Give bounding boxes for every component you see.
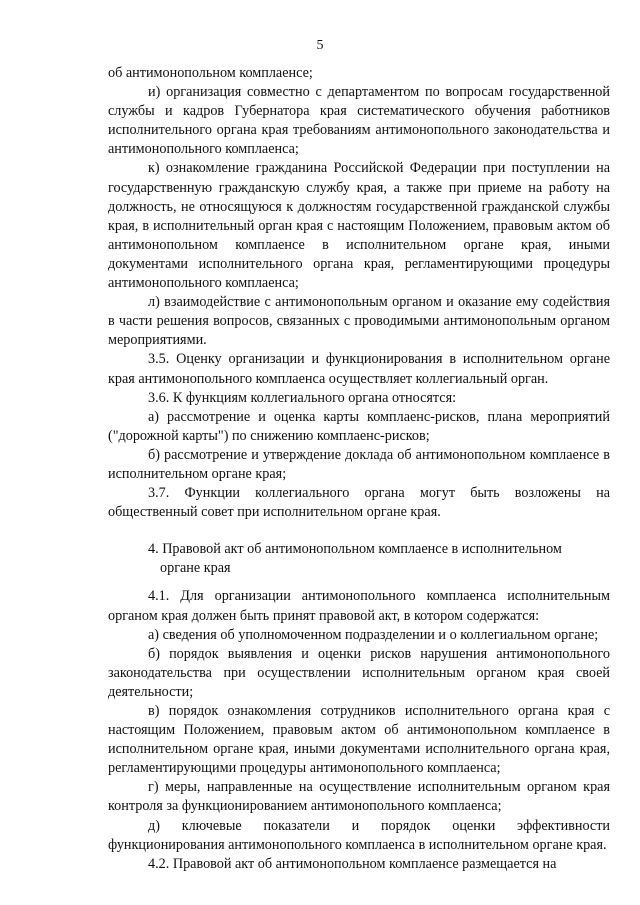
paragraph-4-2: 4.2. Правовой акт об антимонопольном комплаенсе размещается на: [148, 855, 557, 872]
page-number: 5: [316, 38, 324, 53]
document-body: [108, 64, 610, 874]
paragraph-3-6-b: б) рассмотрение и утверждение доклада об антимонопольном комплаенсе в исполнительном органе края;: [108, 446, 610, 482]
section-heading-4: [108, 540, 610, 578]
section-heading-line1: 4. Правовой акт об антимонопольном комплаенсе в исполнительном: [148, 541, 562, 558]
paragraph-4-1-a: а) сведения об уполномоченном подразделении и о коллегиальном органе;: [148, 626, 599, 643]
paragraph-4-1-b: б) порядок выявления и оценки рисков нарушения антимонопольного законодательства при осуществлении исполнительным органом края своей деятельности;: [108, 645, 610, 700]
paragraph-3-6-a: а) рассмотрение и оценка карты комплаенс-рисков, плана мероприятий ("дорожной карты") по снижению комплаенс-рисков;: [108, 408, 610, 444]
paragraph-item-i: и) организация совместно с департаментом по вопросам государственной службы и кадров Губернатора края систематического обучения работников исполнительного органа края требованиям антимонопольного законодательства и антимонопольного комплаенса;: [108, 84, 610, 158]
paragraph-continuation: об антимонопольном комплаенсе;: [108, 65, 313, 81]
paragraph-4-1: 4.1. Для организации антимонопольного комплаенса исполнительным органом края должен быть принят правовой акт, в котором содержатся:: [108, 588, 610, 624]
paragraph-item-k: к) ознакомление гражданина Российской Федерации при поступлении на государственную гражданскую службу края, а также при приеме на работу на должность, не относящуюся к должностям государственной гражданской службы края, в исполнительный орган края с настоящим Положением, правовым актом об антимонопольном комплаенсе в исполнительном органе края, иными документами исполнительного органа края, регламентирующими процедуры антимонопольного комплаенса;: [108, 160, 610, 292]
paragraph-3-6: 3.6. К функциям коллегиального органа относятся:: [148, 389, 457, 406]
paragraph-3-5: 3.5. Оценку организации и функционирования в исполнительном органе края антимонопольного комплаенса осуществляет коллегиальный орган.: [108, 351, 610, 387]
paragraph-4-1-v: в) порядок ознакомления сотрудников исполнительного органа края с настоящим Положением, правовым актом об антимонопольном комплаенсе в исполнительном органе края, иными документами исполнительного органа края, регламентирующими процедуры антимонопольного комплаенса;: [108, 703, 610, 777]
paragraph-4-1-d: д) ключевые показатели и порядок оценки эффективности функционирования антимонопольного комплаенса в исполнительном органе края.: [108, 817, 610, 853]
paragraph-3-7: 3.7. Функции коллегиального органа могут быть возложены на общественный совет при исполнительном органе края.: [108, 485, 610, 521]
section-heading-line2: органе края: [160, 560, 231, 577]
paragraph-4-1-g: г) меры, направленные на осуществление исполнительным органом края контроля за функционированием антимонопольного комплаенса;: [108, 779, 610, 815]
paragraph-item-l: л) взаимодействие с антимонопольным органом и оказание ему содействия в части решения вопросов, связанных с проводимыми антимонопольным органом мероприятиями.: [108, 294, 610, 349]
